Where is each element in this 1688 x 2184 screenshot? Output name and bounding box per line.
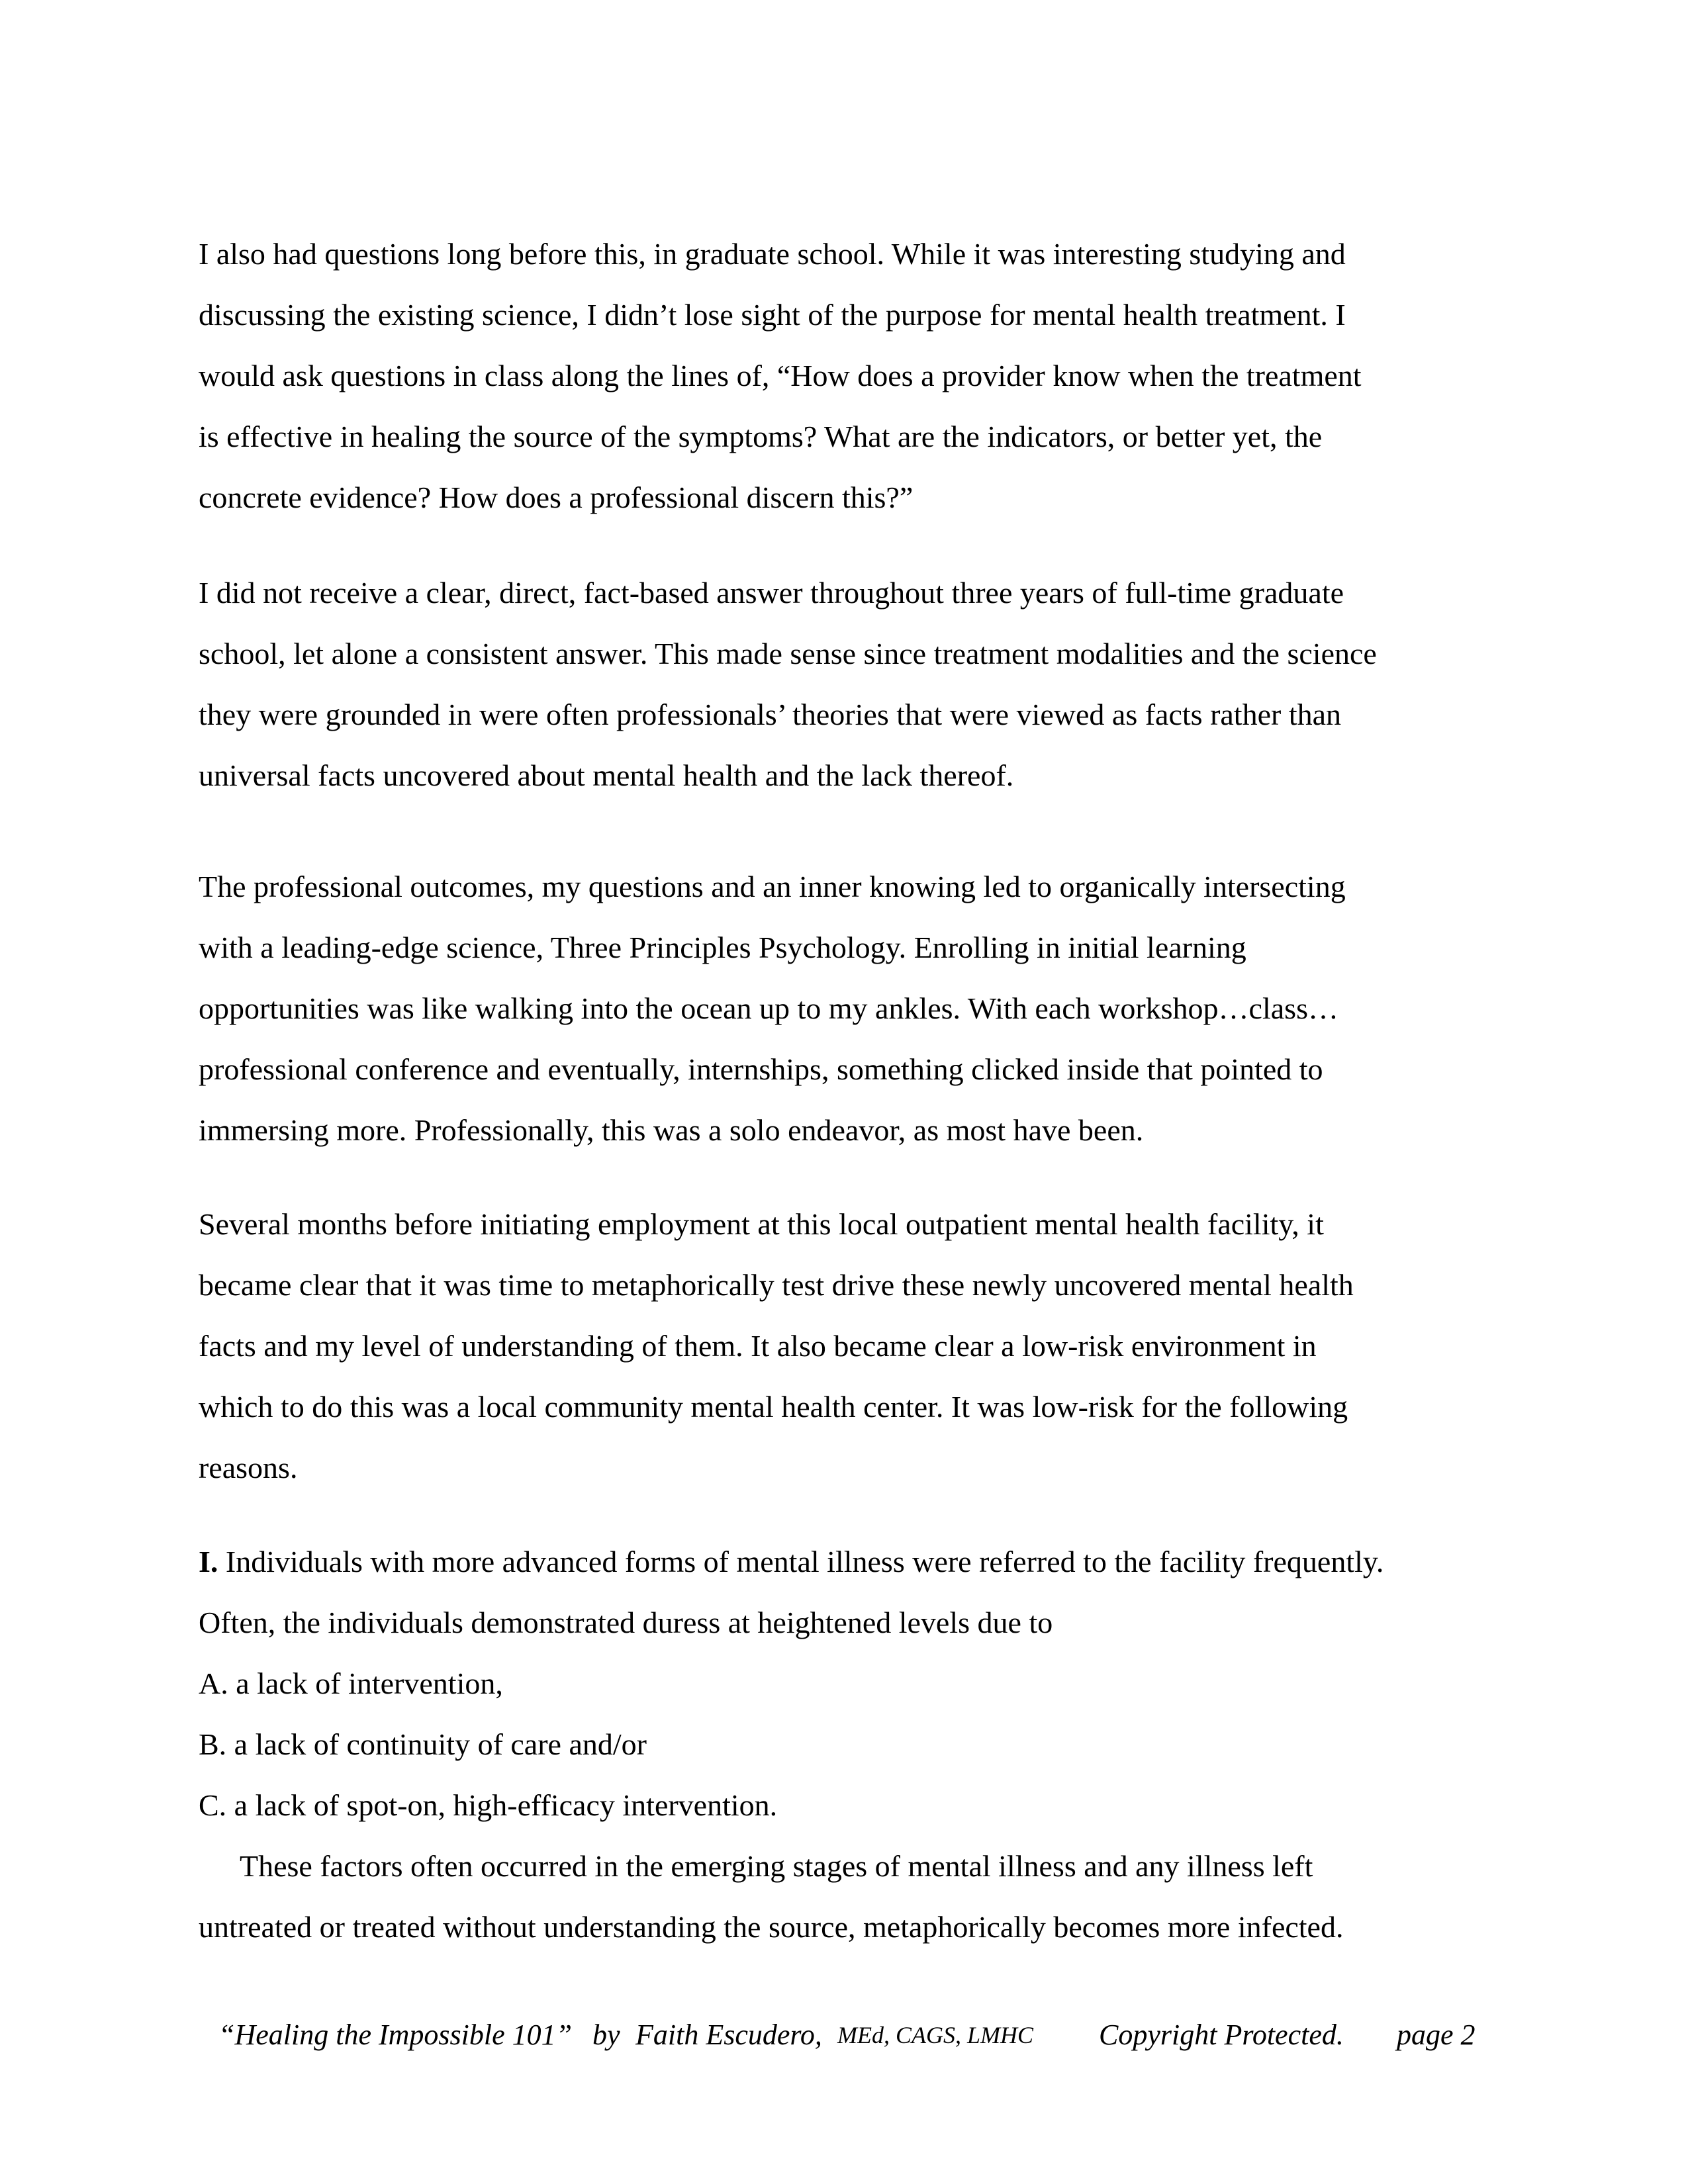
text-line: universal facts uncovered about mental health and the lack thereof. — [199, 758, 1014, 792]
text-line: I did not receive a clear, direct, fact-based answer throughout three years of full-time graduate — [199, 576, 1344, 610]
footer-by: by — [592, 2019, 620, 2051]
text-line: Several months before initiating employment at this local outpatient mental health facility, it — [199, 1207, 1324, 1241]
paragraph-5 — [199, 1531, 1509, 1958]
text-line: became clear that it was time to metaphorically test drive these newly uncovered mental health — [199, 1268, 1354, 1302]
text-line: with a leading-edge science, Three Principles Psychology. Enrolling in initial learning — [199, 931, 1246, 964]
text-line: professional conference and eventually, internships, something clicked inside that pointed to — [199, 1052, 1323, 1086]
footer-author: Faith Escudero, — [635, 2019, 822, 2051]
paragraph-1 — [199, 224, 1509, 528]
list-item: A. a lack of intervention, — [199, 1666, 503, 1700]
text-line: discussing the existing science, I didn’t lose sight of the purpose for mental health treatment. I — [199, 298, 1346, 332]
text-run: Individuals with more advanced forms of mental illness were referred to the facility frequently. — [218, 1545, 1384, 1578]
text-line — [199, 1531, 1509, 1592]
text-line: would ask questions in class along the lines of, “How does a provider know when the treatment — [199, 359, 1362, 392]
text-line: I also had questions long before this, in graduate school. While it was interesting studying and — [199, 237, 1346, 271]
text-line: opportunities was like walking into the ocean up to my ankles. With each workshop…class… — [199, 991, 1338, 1025]
text-line: facts and my level of understanding of them. It also became clear a low-risk environment in — [199, 1329, 1317, 1363]
text-line: they were grounded in were often professionals’ theories that were viewed as facts rather than — [199, 698, 1342, 731]
text-line: immersing more. Professionally, this was a solo endeavor, as most have been. — [199, 1113, 1144, 1147]
text-line: concrete evidence? How does a professional discern this?” — [199, 480, 914, 514]
page-footer — [218, 2012, 1503, 2058]
text-line: school, let alone a consistent answer. This made sense since treatment modalities and the science — [199, 637, 1377, 670]
paragraph-2 — [199, 563, 1509, 806]
text-line: These factors often occurred in the emerging stages of mental illness and any illness left — [240, 1849, 1313, 1883]
list-item: B. a lack of continuity of care and/or — [199, 1727, 647, 1761]
text-line: The professional outcomes, my questions and an inner knowing led to organically intersecting — [199, 870, 1346, 903]
footer-page-number: page 2 — [1397, 2019, 1476, 2051]
text-line: untreated or treated without understanding the source, metaphorically becomes more infected. — [199, 1910, 1344, 1944]
paragraph-3 — [199, 856, 1509, 1161]
roman-numeral: I. — [199, 1545, 218, 1578]
text-line: reasons. — [199, 1451, 298, 1484]
text-line: Often, the individuals demonstrated duress at heightened levels due to — [199, 1606, 1053, 1639]
paragraph-4 — [199, 1194, 1509, 1498]
footer-copyright: Copyright Protected. — [1099, 2019, 1344, 2051]
list-item: C. a lack of spot-on, high-efficacy intervention. — [199, 1788, 778, 1822]
footer-credentials: MEd, CAGS, LMHC — [837, 2022, 1033, 2048]
text-line: which to do this was a local community mental health center. It was low-risk for the following — [199, 1390, 1348, 1424]
footer-title: “Healing the Impossible 101” — [218, 2019, 573, 2051]
text-line: is effective in healing the source of the symptoms? What are the indicators, or better yet, the — [199, 420, 1323, 453]
